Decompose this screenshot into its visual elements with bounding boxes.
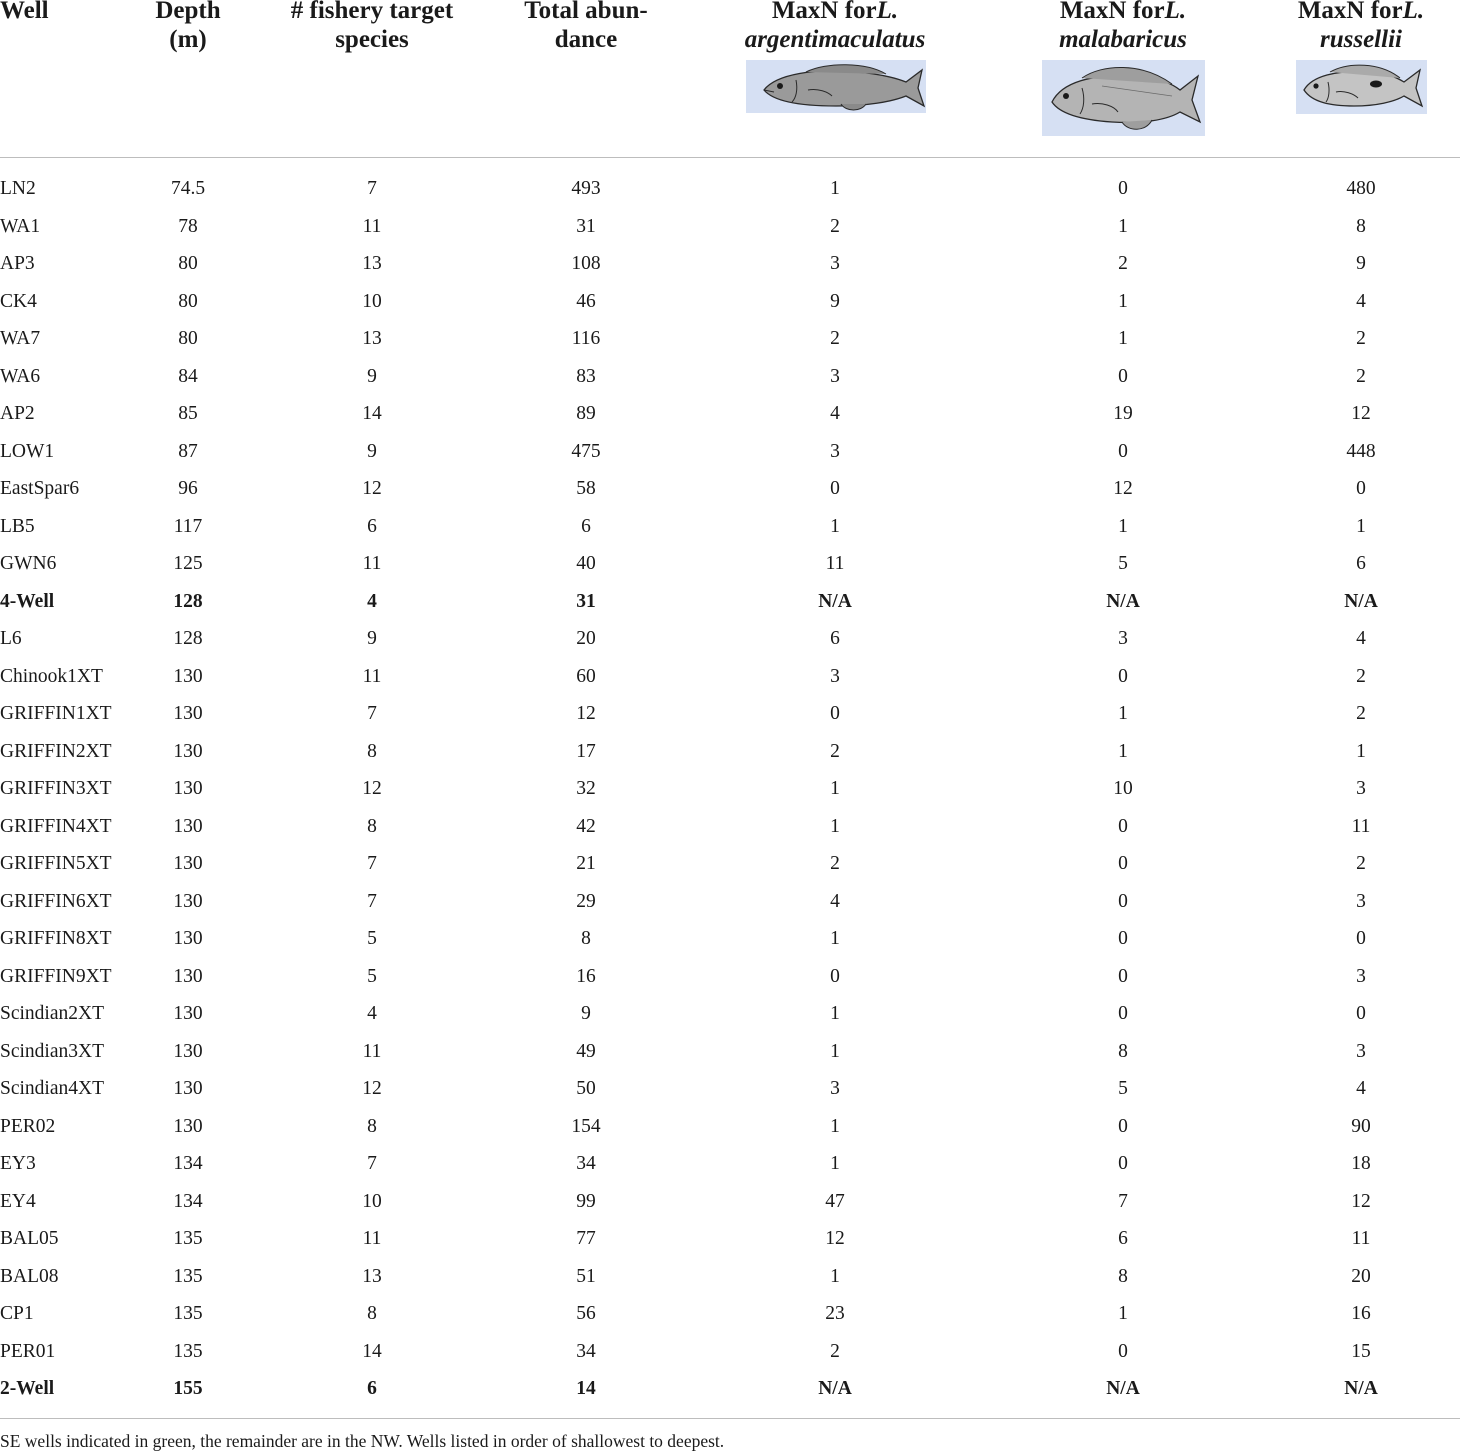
cell-abundance: 77 xyxy=(576,1228,596,1249)
header-depth-line2: (m) xyxy=(169,26,207,53)
cell-maxn-russellii: 3 xyxy=(1356,965,1366,987)
cell-maxn-malabaricus: 1 xyxy=(1118,740,1128,762)
cell-abundance: 89 xyxy=(576,403,596,424)
cell-maxn-malabaricus: N/A xyxy=(1106,590,1140,612)
cell-maxn-argentimaculatus: N/A xyxy=(818,590,852,612)
cell-depth: 134 xyxy=(173,1153,203,1174)
header-species-line2: species xyxy=(335,26,409,53)
cell-maxn-russellii: 2 xyxy=(1356,365,1366,387)
cell-depth: 155 xyxy=(173,1378,203,1399)
table-row xyxy=(0,283,1460,321)
cell-maxn-argentimaculatus: 2 xyxy=(830,1340,840,1362)
cell-well: LB5 xyxy=(0,515,35,537)
table-row xyxy=(0,1108,1460,1146)
header-abundance-line1: Total abun- xyxy=(524,0,648,24)
cell-well: Scindian2XT xyxy=(0,1003,104,1024)
cell-abundance: 29 xyxy=(576,890,596,912)
cell-depth: 80 xyxy=(178,290,198,312)
cell-maxn-argentimaculatus: 4 xyxy=(830,890,840,912)
cell-maxn-argentimaculatus: 11 xyxy=(825,553,845,574)
cell-species: 5 xyxy=(367,928,377,949)
table-row xyxy=(0,883,1460,921)
cell-well: BAL05 xyxy=(0,1228,59,1249)
table-row xyxy=(0,770,1460,808)
cell-maxn-malabaricus: 0 xyxy=(1118,178,1128,199)
cell-depth: 135 xyxy=(173,1228,203,1249)
cell-maxn-malabaricus: 1 xyxy=(1118,290,1128,312)
cell-maxn-russellii: 6 xyxy=(1356,553,1366,574)
cell-depth: 78 xyxy=(178,215,198,237)
table-row xyxy=(0,958,1460,996)
cell-maxn-malabaricus: 0 xyxy=(1118,928,1128,949)
table-row xyxy=(0,395,1460,433)
cell-maxn-malabaricus: 0 xyxy=(1118,440,1128,462)
cell-well: GRIFFIN6XT xyxy=(0,890,112,912)
cell-abundance: 60 xyxy=(576,665,596,687)
header-well xyxy=(0,0,49,25)
cell-maxn-malabaricus: 0 xyxy=(1118,890,1128,912)
cell-abundance: 16 xyxy=(576,965,596,987)
cell-abundance: 83 xyxy=(576,365,596,387)
cell-abundance: 20 xyxy=(576,628,596,649)
cell-well: 2-Well xyxy=(0,1378,55,1399)
cell-depth: 130 xyxy=(173,1040,203,1062)
table-row xyxy=(0,433,1460,471)
fish-argentimaculatus-icon xyxy=(746,60,926,113)
cell-abundance: 32 xyxy=(576,778,596,799)
cell-maxn-argentimaculatus: 1 xyxy=(830,1115,840,1137)
cell-species: 8 xyxy=(367,1303,377,1324)
cell-well: 4-Well xyxy=(0,590,55,612)
cell-well: PER01 xyxy=(0,1340,56,1362)
cell-depth: 130 xyxy=(173,1115,203,1137)
header-abundance-line2: dance xyxy=(554,26,618,53)
header-well-label: Well xyxy=(0,0,49,24)
cell-depth: 130 xyxy=(173,965,203,987)
header-arg xyxy=(735,0,935,54)
cell-abundance: 46 xyxy=(576,290,596,312)
cell-well: GRIFFIN5XT xyxy=(0,853,112,874)
cell-maxn-malabaricus: 1 xyxy=(1118,515,1128,537)
cell-maxn-argentimaculatus: 1 xyxy=(830,1265,840,1287)
cell-maxn-russellii: 16 xyxy=(1351,1303,1371,1324)
table-body xyxy=(0,170,1460,1408)
cell-depth: 84 xyxy=(178,365,198,387)
cell-maxn-malabaricus: 5 xyxy=(1118,1078,1128,1099)
cell-well: EY3 xyxy=(0,1153,36,1174)
cell-well: L6 xyxy=(0,628,22,649)
cell-well: EY4 xyxy=(0,1190,36,1212)
table-row xyxy=(0,808,1460,846)
cell-maxn-argentimaculatus: 0 xyxy=(830,703,840,724)
cell-maxn-malabaricus: 0 xyxy=(1118,665,1128,687)
table-row xyxy=(0,470,1460,508)
table-row xyxy=(0,658,1460,696)
cell-depth: 135 xyxy=(173,1265,203,1287)
cell-maxn-russellii: 2 xyxy=(1356,665,1366,687)
cell-abundance: 56 xyxy=(576,1303,596,1324)
cell-maxn-argentimaculatus: 1 xyxy=(830,815,840,837)
cell-abundance: 154 xyxy=(571,1115,601,1137)
header-depth-line1: Depth xyxy=(155,0,221,24)
cell-maxn-argentimaculatus: 0 xyxy=(830,478,840,499)
cell-depth: 135 xyxy=(173,1303,203,1324)
cell-maxn-russellii: 3 xyxy=(1356,778,1366,799)
cell-species: 11 xyxy=(362,215,382,237)
cell-maxn-russellii: 2 xyxy=(1356,853,1366,874)
cell-species: 8 xyxy=(367,815,377,837)
cell-species: 14 xyxy=(362,1340,382,1362)
cell-abundance: 108 xyxy=(571,253,601,274)
cell-maxn-argentimaculatus: 2 xyxy=(830,328,840,349)
cell-maxn-russellii: 15 xyxy=(1351,1340,1371,1362)
table-row xyxy=(0,995,1460,1033)
cell-maxn-malabaricus: 0 xyxy=(1118,815,1128,837)
cell-abundance: 42 xyxy=(576,815,596,837)
cell-species: 4 xyxy=(367,590,377,612)
table-row xyxy=(0,733,1460,771)
cell-depth: 80 xyxy=(178,253,198,274)
cell-maxn-malabaricus: 10 xyxy=(1113,778,1133,799)
cell-species: 6 xyxy=(367,515,377,537)
cell-maxn-malabaricus: 8 xyxy=(1118,1265,1128,1287)
cell-well: Scindian3XT xyxy=(0,1040,104,1062)
cell-well: LOW1 xyxy=(0,440,55,462)
cell-maxn-russellii: 0 xyxy=(1356,1003,1366,1024)
header-arg-prefix: MaxN for xyxy=(771,0,877,24)
header-mal-species: malabaricus xyxy=(1059,26,1187,53)
table-row xyxy=(0,170,1460,208)
cell-depth: 74.5 xyxy=(170,178,206,199)
cell-maxn-malabaricus: 0 xyxy=(1118,365,1128,387)
table-row xyxy=(0,1070,1460,1108)
cell-species: 11 xyxy=(362,1228,382,1249)
cell-maxn-malabaricus: 2 xyxy=(1118,253,1128,274)
table-row xyxy=(0,1145,1460,1183)
cell-species: 7 xyxy=(367,890,377,912)
cell-maxn-argentimaculatus: N/A xyxy=(818,1378,852,1399)
cell-abundance: 475 xyxy=(571,440,601,462)
cell-maxn-malabaricus: 8 xyxy=(1118,1040,1128,1062)
cell-maxn-russellii: 4 xyxy=(1356,1078,1366,1099)
cell-maxn-argentimaculatus: 6 xyxy=(830,628,840,649)
table-header xyxy=(0,0,1460,158)
cell-maxn-russellii: 4 xyxy=(1356,628,1366,649)
cell-well: GRIFFIN3XT xyxy=(0,778,112,799)
cell-depth: 96 xyxy=(178,478,198,499)
cell-maxn-argentimaculatus: 3 xyxy=(830,365,840,387)
cell-depth: 125 xyxy=(173,553,203,574)
cell-abundance: 6 xyxy=(581,515,591,537)
cell-maxn-russellii: 18 xyxy=(1351,1153,1371,1174)
cell-maxn-russellii: 9 xyxy=(1356,253,1366,274)
cell-well: CP1 xyxy=(0,1303,34,1324)
table-row xyxy=(0,1295,1460,1333)
cell-maxn-russellii: 11 xyxy=(1351,815,1371,837)
cell-maxn-malabaricus: N/A xyxy=(1106,1378,1140,1399)
cell-well: GRIFFIN1XT xyxy=(0,703,112,724)
cell-maxn-argentimaculatus: 4 xyxy=(830,403,840,424)
cell-species: 11 xyxy=(362,665,382,687)
table-row xyxy=(0,845,1460,883)
cell-maxn-russellii: 448 xyxy=(1346,440,1376,462)
cell-well: Scindian4XT xyxy=(0,1078,104,1099)
cell-maxn-argentimaculatus: 1 xyxy=(830,1040,840,1062)
cell-species: 10 xyxy=(362,290,382,312)
cell-species: 14 xyxy=(362,403,382,424)
cell-maxn-russellii: 0 xyxy=(1356,478,1366,499)
cell-species: 7 xyxy=(367,853,377,874)
cell-maxn-malabaricus: 19 xyxy=(1113,403,1133,424)
cell-well: GRIFFIN8XT xyxy=(0,928,112,949)
cell-maxn-malabaricus: 0 xyxy=(1118,853,1128,874)
table-footnote: SE wells indicated in green, the remainder are in the NW. Wells listed in order of shallowest to deepest. xyxy=(0,1431,725,1451)
cell-abundance: 99 xyxy=(576,1190,596,1212)
header-rus-species: russellii xyxy=(1320,26,1402,53)
header-rus-prefix: MaxN for xyxy=(1297,0,1403,24)
header-mal xyxy=(1023,0,1223,54)
cell-depth: 130 xyxy=(173,815,203,837)
cell-abundance: 31 xyxy=(576,590,596,612)
cell-depth: 130 xyxy=(173,928,203,949)
cell-species: 13 xyxy=(362,253,382,274)
cell-maxn-malabaricus: 0 xyxy=(1118,1153,1128,1174)
cell-maxn-argentimaculatus: 1 xyxy=(830,1003,840,1024)
table-row xyxy=(0,1033,1460,1071)
cell-maxn-argentimaculatus: 9 xyxy=(830,290,840,312)
cell-species: 7 xyxy=(367,703,377,724)
table-row xyxy=(0,245,1460,283)
cell-maxn-argentimaculatus: 2 xyxy=(830,853,840,874)
cell-depth: 128 xyxy=(173,628,203,649)
cell-well: GRIFFIN2XT xyxy=(0,740,112,762)
cell-species: 12 xyxy=(362,778,382,799)
cell-depth: 130 xyxy=(173,665,203,687)
cell-maxn-malabaricus: 1 xyxy=(1118,703,1128,724)
table-row xyxy=(0,545,1460,583)
cell-maxn-argentimaculatus: 1 xyxy=(830,778,840,799)
header-rus-line1 xyxy=(1281,0,1441,25)
cell-abundance: 116 xyxy=(571,328,601,349)
cell-well: GRIFFIN4XT xyxy=(0,815,112,837)
cell-depth: 135 xyxy=(173,1340,203,1362)
cell-abundance: 17 xyxy=(576,740,596,762)
table-row xyxy=(0,1258,1460,1296)
header-arg-line1 xyxy=(735,0,935,25)
cell-well: GWN6 xyxy=(0,553,57,574)
cell-maxn-russellii: 0 xyxy=(1356,928,1366,949)
cell-well: EastSpar6 xyxy=(0,478,80,499)
cell-species: 7 xyxy=(367,178,377,199)
cell-maxn-malabaricus: 1 xyxy=(1118,215,1128,237)
header-mal-line1 xyxy=(1023,0,1223,25)
cell-depth: 130 xyxy=(173,703,203,724)
header-arg-genus: L. xyxy=(876,0,899,24)
table-row xyxy=(0,920,1460,958)
cell-maxn-argentimaculatus: 3 xyxy=(830,253,840,274)
cell-well: GRIFFIN9XT xyxy=(0,965,112,987)
cell-maxn-russellii: 3 xyxy=(1356,1040,1366,1062)
cell-maxn-russellii: 1 xyxy=(1356,740,1366,762)
fish-malabaricus-icon xyxy=(1042,60,1205,136)
cell-well: BAL08 xyxy=(0,1265,59,1287)
cell-species: 5 xyxy=(367,965,377,987)
cell-maxn-malabaricus: 0 xyxy=(1118,1340,1128,1362)
cell-maxn-malabaricus: 7 xyxy=(1118,1190,1128,1212)
header-mal-prefix: MaxN for xyxy=(1059,0,1165,24)
cell-maxn-russellii: 480 xyxy=(1346,178,1376,199)
cell-depth: 80 xyxy=(178,328,198,349)
cell-maxn-argentimaculatus: 23 xyxy=(825,1303,845,1324)
cell-abundance: 58 xyxy=(576,478,596,499)
cell-maxn-malabaricus: 1 xyxy=(1118,1303,1128,1324)
cell-maxn-argentimaculatus: 47 xyxy=(825,1190,845,1212)
cell-species: 13 xyxy=(362,1265,382,1287)
table-row xyxy=(0,358,1460,396)
cell-maxn-malabaricus: 0 xyxy=(1118,1115,1128,1137)
table-footer-rule xyxy=(0,1418,1460,1419)
cell-depth: 128 xyxy=(173,590,203,612)
cell-depth: 85 xyxy=(178,403,198,424)
cell-abundance: 14 xyxy=(576,1378,596,1399)
cell-maxn-argentimaculatus: 12 xyxy=(825,1228,845,1249)
cell-well: Chinook1XT xyxy=(0,665,103,687)
cell-maxn-argentimaculatus: 3 xyxy=(830,665,840,687)
cell-species: 4 xyxy=(367,1003,377,1024)
cell-maxn-malabaricus: 12 xyxy=(1113,478,1133,499)
cell-maxn-argentimaculatus: 1 xyxy=(830,928,840,949)
cell-maxn-russellii: 2 xyxy=(1356,703,1366,724)
cell-depth: 130 xyxy=(173,890,203,912)
table-row xyxy=(0,1333,1460,1371)
cell-species: 11 xyxy=(362,553,382,574)
cell-maxn-malabaricus: 6 xyxy=(1118,1228,1128,1249)
cell-depth: 134 xyxy=(173,1190,203,1212)
table-row xyxy=(0,1370,1460,1408)
cell-maxn-malabaricus: 5 xyxy=(1118,553,1128,574)
cell-species: 9 xyxy=(367,365,377,387)
cell-maxn-argentimaculatus: 1 xyxy=(830,178,840,199)
cell-maxn-russellii: 90 xyxy=(1351,1115,1371,1137)
cell-species: 11 xyxy=(362,1040,382,1062)
cell-maxn-russellii: 4 xyxy=(1356,290,1366,312)
cell-depth: 130 xyxy=(173,1003,203,1024)
table-row xyxy=(0,508,1460,546)
header-rus xyxy=(1281,0,1441,54)
cell-species: 9 xyxy=(367,440,377,462)
table-row xyxy=(0,320,1460,358)
header-depth xyxy=(138,0,238,54)
fish-russellii-icon xyxy=(1296,60,1427,114)
cell-maxn-argentimaculatus: 1 xyxy=(830,515,840,537)
cell-well: WA6 xyxy=(0,365,41,387)
cell-maxn-argentimaculatus: 2 xyxy=(830,740,840,762)
cell-species: 7 xyxy=(367,1153,377,1174)
cell-maxn-russellii: N/A xyxy=(1344,590,1378,612)
cell-well: LN2 xyxy=(0,178,36,199)
cell-species: 6 xyxy=(367,1378,377,1399)
header-abundance xyxy=(506,0,666,54)
cell-maxn-russellii: 11 xyxy=(1351,1228,1371,1249)
table-row xyxy=(0,695,1460,733)
cell-maxn-malabaricus: 0 xyxy=(1118,1003,1128,1024)
cell-depth: 130 xyxy=(173,740,203,762)
cell-abundance: 9 xyxy=(581,1003,591,1024)
cell-maxn-russellii: 12 xyxy=(1351,1190,1371,1212)
cell-maxn-russellii: N/A xyxy=(1344,1378,1378,1399)
cell-maxn-russellii: 2 xyxy=(1356,328,1366,349)
header-species xyxy=(272,0,472,54)
cell-maxn-russellii: 20 xyxy=(1351,1265,1371,1287)
cell-abundance: 40 xyxy=(576,553,596,574)
cell-abundance: 21 xyxy=(576,853,596,874)
cell-species: 9 xyxy=(367,628,377,649)
cell-well: AP2 xyxy=(0,403,35,424)
cell-abundance: 51 xyxy=(576,1265,596,1287)
cell-well: AP3 xyxy=(0,253,35,274)
table-row xyxy=(0,208,1460,246)
cell-maxn-malabaricus: 1 xyxy=(1118,328,1128,349)
header-rus-genus: L. xyxy=(1402,0,1425,24)
cell-depth: 117 xyxy=(173,515,203,537)
cell-abundance: 8 xyxy=(581,928,591,949)
cell-abundance: 493 xyxy=(571,178,601,199)
table-row xyxy=(0,620,1460,658)
table-row xyxy=(0,1183,1460,1221)
cell-maxn-argentimaculatus: 1 xyxy=(830,1153,840,1174)
table-row xyxy=(0,1220,1460,1258)
cell-maxn-argentimaculatus: 2 xyxy=(830,215,840,237)
cell-maxn-russellii: 3 xyxy=(1356,890,1366,912)
cell-species: 8 xyxy=(367,1115,377,1137)
cell-maxn-argentimaculatus: 3 xyxy=(830,440,840,462)
cell-species: 10 xyxy=(362,1190,382,1212)
cell-species: 12 xyxy=(362,478,382,499)
cell-abundance: 31 xyxy=(576,215,596,237)
cell-species: 12 xyxy=(362,1078,382,1099)
cell-depth: 87 xyxy=(178,440,198,462)
cell-maxn-argentimaculatus: 3 xyxy=(830,1078,840,1099)
cell-well: PER02 xyxy=(0,1115,56,1137)
cell-maxn-argentimaculatus: 0 xyxy=(830,965,840,987)
cell-abundance: 34 xyxy=(576,1153,596,1174)
cell-depth: 130 xyxy=(173,778,203,799)
header-mal-genus: L. xyxy=(1164,0,1187,24)
cell-maxn-russellii: 1 xyxy=(1356,515,1366,537)
cell-species: 13 xyxy=(362,328,382,349)
cell-maxn-malabaricus: 3 xyxy=(1118,628,1128,649)
cell-abundance: 12 xyxy=(576,703,596,724)
header-arg-species: argentimaculatus xyxy=(744,26,926,53)
cell-maxn-malabaricus: 0 xyxy=(1118,965,1128,987)
cell-species: 8 xyxy=(367,740,377,762)
header-species-line1: # fishery target xyxy=(290,0,454,24)
cell-abundance: 50 xyxy=(576,1078,596,1099)
cell-abundance: 34 xyxy=(576,1340,596,1362)
cell-well: WA7 xyxy=(0,328,41,349)
cell-abundance: 49 xyxy=(576,1040,596,1062)
cell-well: WA1 xyxy=(0,215,41,237)
cell-depth: 130 xyxy=(173,1078,203,1099)
cell-well: CK4 xyxy=(0,290,37,312)
table-row xyxy=(0,583,1460,621)
cell-depth: 130 xyxy=(173,853,203,874)
cell-maxn-russellii: 8 xyxy=(1356,215,1366,237)
cell-maxn-russellii: 12 xyxy=(1351,403,1371,424)
